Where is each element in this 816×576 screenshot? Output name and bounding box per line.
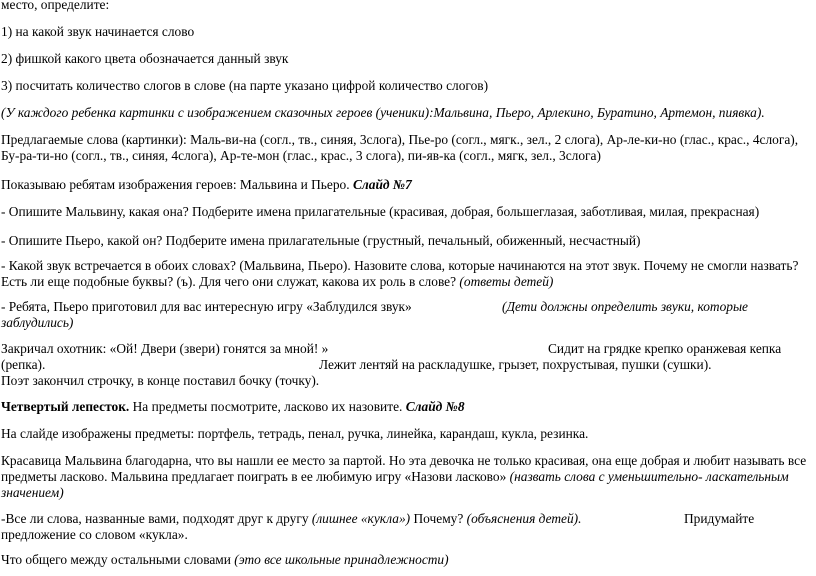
- text-line: [1, 299, 412, 315]
- italic-note: [502, 299, 748, 315]
- text-line: [1, 132, 798, 148]
- text-run: - Опишите Пьеро, какой он? Подберите имена прилагательные (грустный, печальный, обиженный, несчастный): [1, 233, 641, 248]
- text-run: Есть ли еще подобные буквы? (ъ). Для чего они служат, какова их роль в слове?: [1, 274, 460, 289]
- italic-note: (У каждого ребенка картинки с изображением сказочных героев (ученики):Мальвина, Пьеро, Арлекино, Буратино, Артемон, пиявка).: [1, 105, 765, 120]
- text-line: [1, 373, 319, 389]
- text-line: [1, 357, 45, 373]
- text-line: [319, 357, 712, 373]
- text-run: -Все ли слова, названные вами, подходят друг к другу: [1, 511, 312, 526]
- text-line: [1, 453, 806, 469]
- text-run: Что общего между остальными словами: [1, 552, 235, 567]
- italic-note: (ответы детей): [459, 274, 554, 289]
- italic-note: (лишнее «кукла»): [311, 511, 411, 526]
- text-run: Показываю ребятам изображения героев: Мальвина и Пьеро.: [1, 177, 353, 192]
- text-line: [1, 24, 194, 40]
- text-run: Поэт закончил строчку, в конце поставил бочку (точку).: [1, 373, 320, 388]
- text-run: Лежит лентяй на раскладушке, грызет, похрустывая, пушки (сушки).: [319, 357, 712, 372]
- text-run: (Дети должны определить звуки, которые: [502, 299, 748, 314]
- text-line: [1, 426, 588, 442]
- text-run: На слайде изображены предметы: портфель, тетрадь, пенал, ручка, линейка, карандаш, кукла, резинка.: [1, 426, 589, 441]
- text-line: [1, 105, 765, 121]
- text-run: - Какой звук встречается в обоих словах? (Мальвина, Пьеро). Назовите слова, которые начинаются на этот звук. Почему не смогли назвать?: [1, 258, 799, 273]
- italic-note: (объяснения детей).: [466, 511, 582, 526]
- text-line: [1, 274, 553, 290]
- text-line: [684, 511, 754, 527]
- text-line: [1, 51, 288, 67]
- slide-reference: Слайд №8: [405, 399, 465, 414]
- text-line: [1, 341, 328, 357]
- text-line: [1, 0, 109, 13]
- text-run: 3) посчитать количество слогов в слове (на парте указано цифрой количество слогов): [1, 78, 489, 93]
- text-line: [1, 258, 798, 274]
- italic-note: заблудились): [1, 315, 74, 330]
- text-run: (репка).: [1, 357, 46, 372]
- section-heading: Четвертый лепесток.: [1, 399, 130, 414]
- text-run: Красавица Мальвина благодарна, что вы нашли ее место за партой. Но эта девочка не только красивая, она еще добрая и любит называть все: [1, 453, 807, 468]
- text-line: [1, 527, 188, 543]
- text-line: [1, 485, 64, 501]
- text-run: место, определите:: [1, 0, 110, 12]
- text-run: Почему?: [410, 511, 467, 526]
- text-run: - Опишите Мальвину, какая она? Подберите имена прилагательные (красивая, добрая, большеглазая, заботливая, милая, прекрасная): [1, 204, 760, 219]
- text-run: 2) фишкой какого цвета обозначается данный звук: [1, 51, 289, 66]
- slide-reference: Слайд №7: [352, 177, 412, 192]
- text-line: [1, 177, 412, 193]
- text-run: предложение со словом «кукла».: [1, 527, 188, 542]
- text-line: [1, 469, 789, 485]
- text-line: [1, 511, 582, 527]
- text-line: [1, 204, 759, 220]
- text-line: [1, 148, 601, 164]
- text-run: Предлагаемые слова (картинки): Маль-ви-на (согл., тв., синяя, 3слога), Пье-ро (согл., мягк., зел., 2 слога), Ар-ле-ки-но (глас., крас., 4слога),: [1, 132, 799, 147]
- text-run: 1) на какой звук начинается слово: [1, 24, 195, 39]
- text-line: [1, 552, 449, 568]
- text-run: Придумайте: [684, 511, 755, 526]
- italic-note: (назвать слова с уменьшительно- ласкательным: [509, 469, 789, 484]
- text-run: - Ребята, Пьеро приготовил для вас интересную игру «Заблудился звук»: [1, 299, 412, 314]
- text-run: предметы ласково. Мальвина предлагает поиграть в ее любимую игру «Назови ласково»: [1, 469, 510, 484]
- text-run: Закричал охотник: «Ой! Двери (звери) гонятся за мной! »: [1, 341, 329, 356]
- text-run: На предметы посмотрите, ласково их назовите.: [129, 399, 406, 414]
- text-line: [1, 399, 465, 415]
- text-run: Бу-ра-ти-но (согл., тв., синяя, 4слога), Ар-те-мон (глас., крас., 3 слога), пи-яв-ка (согл., мягк, зел., 3слога): [1, 148, 601, 163]
- text-line: [1, 315, 73, 331]
- text-line: [548, 341, 781, 357]
- text-run: Сидит на грядке крепко оранжевая кепка: [548, 341, 782, 356]
- text-line: [1, 78, 488, 94]
- text-line: [1, 233, 641, 249]
- italic-note: значением): [1, 485, 64, 500]
- italic-note: (это все школьные принадлежности): [234, 552, 449, 567]
